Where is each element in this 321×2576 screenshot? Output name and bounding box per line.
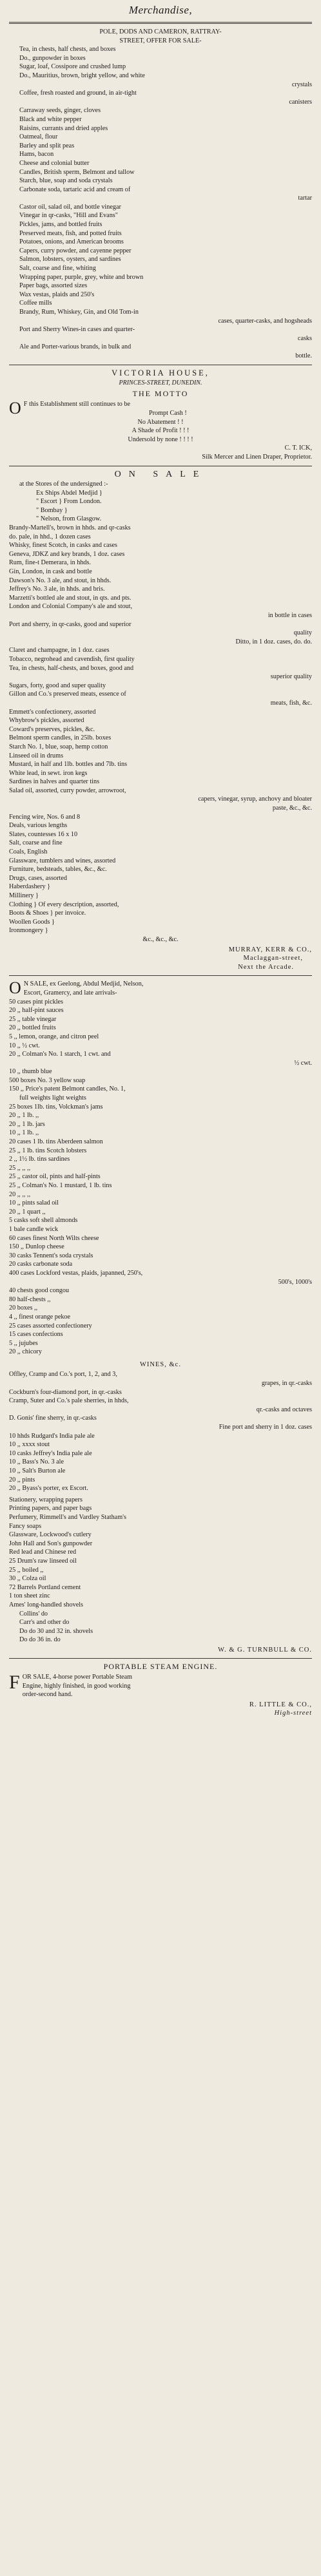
text-line: Furniture, bedsteads, tables, &c., &c. <box>9 866 107 873</box>
text-line: Fencing wire, Nos. 6 and 8 <box>9 813 81 821</box>
text-line: Starch, blue, soap and soda crystals <box>19 177 113 185</box>
text-line: Do., Mauritius, brown, bright yellow, and white <box>19 72 145 79</box>
text-line: 25 ,, 1 lb. tins Scotch lobsters <box>9 1147 87 1154</box>
text-line: A Shade of Profit ! ! ! <box>131 427 190 435</box>
text-line: Haberdashery } <box>9 883 51 891</box>
newspaper-page <box>9 0 312 1718</box>
text-line: Black and white pepper <box>19 115 82 123</box>
text-line: Dawson's No. 3 ale, and stout, in hhds. <box>9 577 112 584</box>
text-line: Carr's and other do <box>19 1619 70 1627</box>
text-line: Sugars, forty, good and super quality <box>9 682 106 689</box>
text-line: 1 bale candle wick <box>9 1225 59 1233</box>
wines-heading: WINES, &c. <box>140 1360 181 1368</box>
text-line: casks <box>297 334 312 342</box>
text-line: 400 cases Lockford vestas, plaids, japanned, 250's, <box>9 1269 143 1277</box>
text-line: Deals, various lengths <box>9 822 68 830</box>
text-line: Wrapping paper, purple, grey, white and brown <box>19 273 144 281</box>
text-line: Escort, Gramercy, and late arrivals- <box>23 989 117 997</box>
ad-heading: ON SALE <box>114 469 207 479</box>
text-line: " Nelson, from Glasgow. <box>36 515 102 523</box>
text-line: 25 cases assorted confectionery <box>9 1322 92 1330</box>
text-line: Port and sherry, in qr-casks, good and superior <box>9 620 131 628</box>
text-line: capers, vinegar, syrup, anchovy and bloater <box>198 796 312 803</box>
text-line: 500's, 1000's <box>278 1278 312 1286</box>
text-line: Carbonate soda, tartaric acid and cream of <box>19 186 131 193</box>
text-line: Capers, curry powder, and cayenne pepper <box>19 247 131 254</box>
ad-victoria-house <box>9 369 312 462</box>
ad-title: VICTORIA HOUSE, <box>112 368 209 377</box>
text-line: Brandy, Rum, Whiskey, Gin, and Old Tom-in <box>19 309 139 316</box>
text-line: Offley, Cramp and Co.'s port, 1, 2, and 3, <box>9 1371 117 1379</box>
text-line: Silk Mercer and Linen Draper, Proprietor. <box>202 453 312 461</box>
text-line: Vinegar in qr-casks, "Hill and Evans" <box>19 212 118 220</box>
text-line: superior quality <box>270 673 312 681</box>
text-line: Oatmeal, flour <box>19 133 58 141</box>
text-line: No Abatement ! ! <box>137 418 184 426</box>
text-line: Rum, fine-t Demerara, in hhds. <box>9 559 92 567</box>
ad-pole-dods-cameron <box>9 28 312 361</box>
ad-signature <box>9 1701 312 1718</box>
text-line: Preserved meats, fish, and potted fruits <box>19 229 122 237</box>
text-line: Woollen Goods } <box>9 918 55 926</box>
divider <box>9 975 312 976</box>
text-line: Sardines in halves and quarter tins <box>9 778 100 786</box>
text-line: 10 ,, xxxx stout <box>9 1441 50 1449</box>
text-line: 30 ,, Colza oil <box>9 1575 46 1583</box>
text-line: Red lead and Chinese red <box>9 1549 77 1556</box>
text-line: Gin, London, in cask and bottle <box>9 568 92 576</box>
text-line: Linseed oil in drums <box>9 752 64 759</box>
text-line: Engine, highly finished, in good working <box>22 1682 131 1690</box>
text-line: Coward's preserves, pickles, &c. <box>9 725 95 733</box>
text-line: Claret and champagne, in 1 doz. cases <box>9 647 110 654</box>
text-line: 60 cases finest North Wilts cheese <box>9 1234 99 1242</box>
text-line: Do do 30 and 32 in. shovels <box>19 1627 93 1635</box>
signature-line: Maclaggan-street, <box>243 955 303 962</box>
text-line: " Escort } From London. <box>36 498 102 506</box>
text-line: cases, quarter-casks, and hogsheads <box>218 317 312 325</box>
text-line: Slates, countesses 16 x 10 <box>9 830 78 838</box>
text-line: Potatoes, onions, and American brooms <box>19 238 124 246</box>
text-line: 25 ,, table vinegar <box>9 1015 57 1023</box>
text-line: 50 cases pint pickles <box>9 998 64 1006</box>
text-line: Marzetti's bottled ale and stout, in qts. and pts. <box>9 594 131 602</box>
text-line: Printing papers, and paper bags <box>9 1505 92 1512</box>
text-line: 20 ,, ,, ,, <box>9 1190 31 1198</box>
text-line: 150 ,, Price's patent Belmont candles, No. 1, <box>9 1085 126 1093</box>
text-line: 20 ,, 1 quart ,, <box>9 1208 46 1216</box>
ad-body <box>9 1673 312 1699</box>
ad-title: PORTABLE STEAM ENGINE. <box>103 1662 218 1672</box>
text-line: Salmon, lobsters, oysters, and sardines <box>19 256 121 263</box>
text-line: 25 ,, boiled ,, <box>9 1566 44 1574</box>
text-line: Prompt Cash ! <box>148 409 187 417</box>
text-line: Coffee, fresh roasted and ground, in air-tight <box>19 90 137 97</box>
text-line: Castor oil, salad oil, and bottle vinegar <box>19 203 121 211</box>
text-line: Paper bags, assorted sizes <box>19 282 88 290</box>
text-line: 20 ,, 1 lb. jars <box>9 1120 45 1128</box>
top-rule <box>9 22 312 24</box>
text-line: 10 casks Jeffrey's India pale ale <box>9 1449 92 1457</box>
text-line: 10 ,, Bass's No. 3 ale <box>9 1458 64 1466</box>
text-line: 2 ,, 1½ lb. tins sardines <box>9 1156 70 1163</box>
text-line: 40 chests good congou <box>9 1287 70 1295</box>
text-line: 10 ,, 1 lb. ,, <box>9 1129 39 1137</box>
ad-turnbull <box>9 980 312 1654</box>
text-line: Belmont sperm candles, in 25lb. boxes <box>9 734 112 742</box>
text-line: paste, &c., &c. <box>272 805 312 812</box>
text-line: Cockburn's four-diamond port, in qr.-casks <box>9 1388 122 1396</box>
text-line: 20 ,, chicory <box>9 1348 42 1356</box>
text-line: 20 cases 1 lb. tins Aberdeen salmon <box>9 1138 103 1146</box>
text-line: Tobacco, negrohead and cavendish, first quality <box>9 655 135 663</box>
text-line: meats, fish, &c. <box>270 699 312 707</box>
ad-steam-engine <box>9 1663 312 1718</box>
text-line: Perfumery, Rimmell's and Vardley Statham's <box>9 1513 126 1521</box>
text-line: Millinery } <box>9 892 39 899</box>
text-line: Barley and split peas <box>19 142 75 149</box>
text-line: ½ cwt. <box>294 1059 312 1067</box>
text-line: Salt, coarse and fine <box>9 839 63 847</box>
text-line: 10 ,, thumb blue <box>9 1068 52 1076</box>
text-line: Jeffrey's No. 3 ale, in hhds. and bris. <box>9 586 105 593</box>
ad-body <box>9 480 312 944</box>
text-line: 20 boxes ,, <box>9 1304 38 1312</box>
text-line: at the Stores of the undersigned :- <box>19 481 108 488</box>
signature-line: High-street <box>274 1710 312 1717</box>
text-line: 5 ,, jujubes <box>9 1339 38 1347</box>
text-line: 20 ,, bottled fruits <box>9 1024 56 1032</box>
text-line: Gillon and Co.'s preserved meats, essence of <box>9 691 126 698</box>
text-line: bottle. <box>295 352 312 359</box>
text-line: order-second hand. <box>22 1691 73 1699</box>
text-line: 10 ,, ½ cwt. <box>9 1042 40 1049</box>
sundry-list <box>9 1496 312 1645</box>
text-line: OR SALE, 4-horse power Portable Steam <box>22 1674 133 1681</box>
text-line: 20 casks carbonate soda <box>9 1261 73 1268</box>
text-line: STREET, OFFER FOR SALE- <box>119 37 202 44</box>
text-line: 500 boxes No. 3 yellow soap <box>9 1076 86 1084</box>
text-line: canisters <box>289 98 312 106</box>
text-line: 20 ,, 1 lb. ,, <box>9 1112 39 1120</box>
text-line: Sugar, loaf, Cossipore and crushed lump <box>19 63 126 71</box>
masthead: Merchandise, <box>128 4 193 16</box>
ad-signature <box>9 946 312 972</box>
text-line: 72 Barrels Portland cement <box>9 1583 81 1591</box>
text-line: Emmett's confectionery, assorted <box>9 708 96 716</box>
text-line: 10 ,, Salt's Burton ale <box>9 1467 66 1474</box>
text-line: Ironmongery } <box>9 927 48 935</box>
ad-murray-kerr <box>9 470 312 972</box>
text-line: Ames' long-handled shovels <box>9 1601 84 1608</box>
text-line: White lead, in sewt. iron kegs <box>9 769 88 777</box>
ad-motto: THE MOTTO <box>132 388 189 398</box>
text-line: Whisky, finest Scotch, in casks and cases <box>9 542 117 549</box>
drop-cap: O <box>9 399 21 418</box>
text-line: Coffee mills <box>19 300 52 307</box>
text-line: C. T. ICK, <box>284 444 312 452</box>
text-line: Do do 36 in. do <box>19 1636 61 1644</box>
drop-cap: O <box>9 978 21 998</box>
text-line: John Hall and Son's gunpowder <box>9 1540 93 1547</box>
text-line: Boots & Shoes } per invoice. <box>9 910 86 917</box>
text-line: 5 ,, lemon, orange, and citron peel <box>9 1033 99 1040</box>
text-line: Collins' do <box>19 1610 48 1617</box>
text-line: 15 cases confections <box>9 1331 63 1339</box>
text-line: Cramp, Suter and Co.'s pale sherries, in hhds, <box>9 1397 129 1405</box>
text-line: Do., gunpowder in boxes <box>19 54 86 62</box>
text-line: 20 ,, half-pint sauces <box>9 1007 64 1015</box>
wine-list <box>9 1370 312 1493</box>
text-line: 20 ,, Colman's No. 1 starch, 1 cwt. and <box>9 1051 111 1058</box>
text-line: " Bombay } <box>36 506 68 514</box>
text-line: Undersold by none ! ! ! ! <box>128 435 193 443</box>
text-line: Coals, English <box>9 848 48 856</box>
text-line: London and Colonial Company's ale and stout, <box>9 603 133 611</box>
signature-line: Next the Arcade. <box>238 963 294 971</box>
text-line: Hams, bacon <box>19 151 54 158</box>
text-line: 80 half-chests ,, <box>9 1295 51 1303</box>
text-line: in bottle in cases <box>268 612 312 619</box>
text-line: Whybrow's pickles, assorted <box>9 717 84 725</box>
text-line: Cheese and colonial butter <box>19 159 90 167</box>
text-line: Starch No. 1, blue, soap, hemp cotton <box>9 743 108 750</box>
text-line: Ale and Porter-various brands, in bulk and <box>19 343 131 351</box>
ad-body <box>9 980 312 1357</box>
text-line: 1 ton sheet zinc <box>9 1592 50 1600</box>
text-line: Glassware, tumblers and wines, assorted <box>9 857 116 864</box>
text-line: Fancy soaps <box>9 1522 42 1530</box>
text-line: Wax vestas, plaids and 250's <box>19 291 95 298</box>
text-line: Glassware, Lockwood's cutlery <box>9 1531 92 1539</box>
text-line: full weights light weights <box>19 1094 86 1102</box>
text-line: 10 hhds Rudgard's India pale ale <box>9 1432 95 1440</box>
text-line: Brandy-Martell's, brown in hhds. and qr-casks <box>9 524 131 532</box>
text-line: Ditto, in 1 doz. cases, do. do. <box>235 638 312 645</box>
text-line: 25 Drum's raw linseed oil <box>9 1557 77 1565</box>
text-line: Fine port and sherry in 1 doz. cases <box>219 1424 312 1431</box>
text-line: 10 ,, pints salad oil <box>9 1199 59 1207</box>
text-line: N SALE, ex Geelong, Abdul Medjid, Nelson, <box>23 980 144 988</box>
drop-cap: F <box>9 1672 20 1693</box>
text-line: 25 ,, Colman's No. 1 mustard, 1 lb. tins <box>9 1182 112 1189</box>
text-line: 150 ,, Dunlop cheese <box>9 1243 64 1251</box>
text-line: qr.-casks and octaves <box>256 1406 312 1413</box>
text-line: Pickles, jams, and bottled fruits <box>19 221 102 229</box>
signature-line: R. LITTLE & CO., <box>249 1701 312 1708</box>
text-line: Carraway seeds, ginger, cloves <box>19 107 101 115</box>
text-line: quality <box>293 629 312 637</box>
text-line: do. pale, in hhd., 1 dozen cases <box>9 533 91 540</box>
text-line: 25 boxes 1lb. tins, Volckman's jams <box>9 1103 103 1111</box>
text-line: tartar <box>298 195 312 202</box>
ad-body <box>9 400 312 461</box>
divider <box>9 1658 312 1659</box>
text-line: 25 ,, castor oil, pints and half-pints <box>9 1173 101 1181</box>
text-line: 25 ,, ,, ,, <box>9 1164 31 1172</box>
text-line: 20 ,, Byass's porter, ex Escort. <box>9 1485 88 1493</box>
text-line: Salt, coarse and fine, whiting <box>19 265 96 272</box>
text-line: Tea, in chests, half chests, and boxes <box>19 46 116 53</box>
text-line: grapes, in qr.-casks <box>261 1380 312 1388</box>
ad-signature: W. & G. TURNBULL & CO. <box>218 1646 312 1654</box>
text-line: D. Gonis' fine sherry, in qr.-casks <box>9 1415 97 1422</box>
text-line: Clothing } Of every description, assorted, <box>9 901 119 908</box>
text-line: crystals <box>291 81 312 88</box>
text-line: Tea, in chests, half-chests, and boxes, good and <box>9 664 134 672</box>
text-line: Candles, British sperm, Belmont and tallow <box>19 168 135 176</box>
signature-line: MURRAY, KERR & CO., <box>228 946 312 953</box>
text-line: Ex Ships Abdel Medjid } <box>36 489 102 497</box>
text-line: Geneva, JDKZ and key brands, 1 doz. cases <box>9 550 125 558</box>
text-line: 5 casks soft shell almonds <box>9 1217 78 1225</box>
text-line: Stationery, wrapping papers <box>9 1496 83 1503</box>
text-line: Drugs, cases, assorted <box>9 874 67 882</box>
text-line: POLE, DODS AND CAMERON, RATTRAY- <box>99 28 222 35</box>
text-line: 30 casks Tennent's soda crystals <box>9 1252 93 1259</box>
text-line: 20 ,, pints <box>9 1476 35 1484</box>
text-line: 4 ,, finest orange pekoe <box>9 1313 71 1321</box>
text-line: &c., &c., &c. <box>142 935 179 943</box>
text-line: F this Establishment still continues to be <box>23 401 131 408</box>
text-line: Port and Sherry Wines-in cases and quarter- <box>19 326 135 334</box>
ad-address: PRINCES-STREET, DUNEDIN. <box>119 379 202 387</box>
text-line: Salad oil, assorted, curry powder, arrowroot, <box>9 787 126 794</box>
text-line: Mustard, in half and 1lb. bottles and 7lb. tins <box>9 761 128 768</box>
text-line: Raisins, currants and dried apples <box>19 124 108 132</box>
